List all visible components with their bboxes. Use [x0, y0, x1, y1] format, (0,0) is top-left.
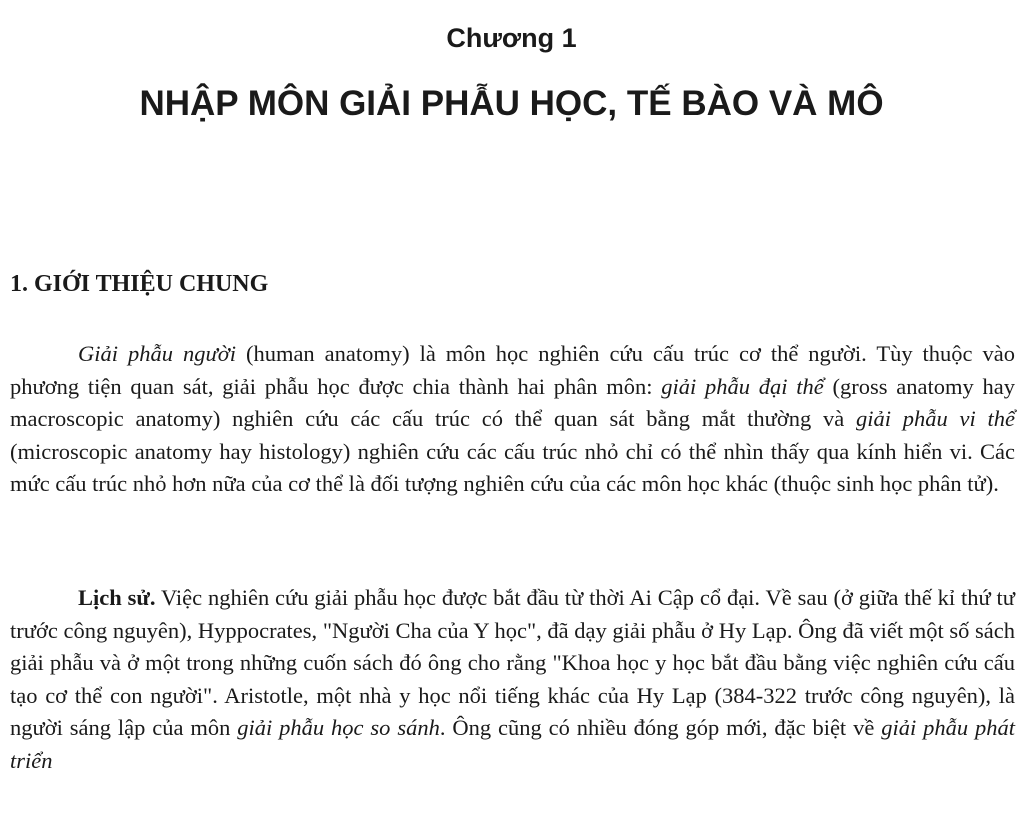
term-developmental-anatomy: giải phẫu phát triển	[10, 715, 1015, 773]
paragraph-text: . Ông cũng có nhiều đóng góp mới, đặc biệt về	[439, 715, 882, 740]
paragraph-history	[10, 582, 1015, 777]
section-heading: 1. GIỚI THIỆU CHUNG	[10, 271, 269, 297]
paragraph-text: (microscopic anatomy hay histology) nghiên cứu các cấu trúc nhỏ chỉ có thể nhìn thấy qua kính hiển vi. Các mức cấu trúc nhỏ hơn nữa của cơ thể là đối tượng nghiên cứu của các môn học khác (thuộc sinh học phân tử).	[10, 438, 1015, 496]
term-comparative-anatomy: giải phẫu học so sánh	[237, 715, 440, 740]
paragraph-text: Việc nghiên cứu giải phẫu học được bắt đầu từ thời Ai Cập cổ đại. Về sau (ở giữa thế kỉ thứ tư trước công nguyên), Hyppocrates, "Người Cha của Y học", đã dạy giải phẫu ở Hy Lạp. Ông đã viết một số sách giải phẫu và ở một trong những cuốn sách đó ông cho rằng "Khoa học y học bắt đầu bằng việc nghiên cứu cấu tạo cơ thể con người". Aristotle, một nhà y học nổi tiếng khác của Hy Lạp (384-322 trước công nguyên), là người sáng lập của môn	[10, 585, 1015, 740]
paragraph-introduction	[10, 338, 1015, 501]
chapter-title: NHẬP MÔN GIẢI PHẪU HỌC, TẾ BÀO VÀ MÔ	[139, 84, 884, 123]
paragraph-text: (human anatomy) là môn học nghiên cứu cấu trúc cơ thể người. Tùy thuộc vào phương tiện quan sát, giải phẫu học được chia thành hai phân môn:	[10, 341, 1015, 399]
history-lead-in: Lịch sử.	[78, 585, 156, 610]
term-gross-anatomy: giải phẫu đại thể	[661, 373, 824, 399]
chapter-label: Chương 1	[446, 23, 577, 53]
term-microscopic-anatomy: giải phẫu vi thể	[856, 406, 1015, 431]
term-human-anatomy: Giải phẫu người	[78, 341, 236, 366]
paragraph-text: (gross anatomy hay macroscopic anatomy) nghiên cứu các cấu trúc có thể quan sát bằng mắt thường và	[10, 373, 1015, 431]
